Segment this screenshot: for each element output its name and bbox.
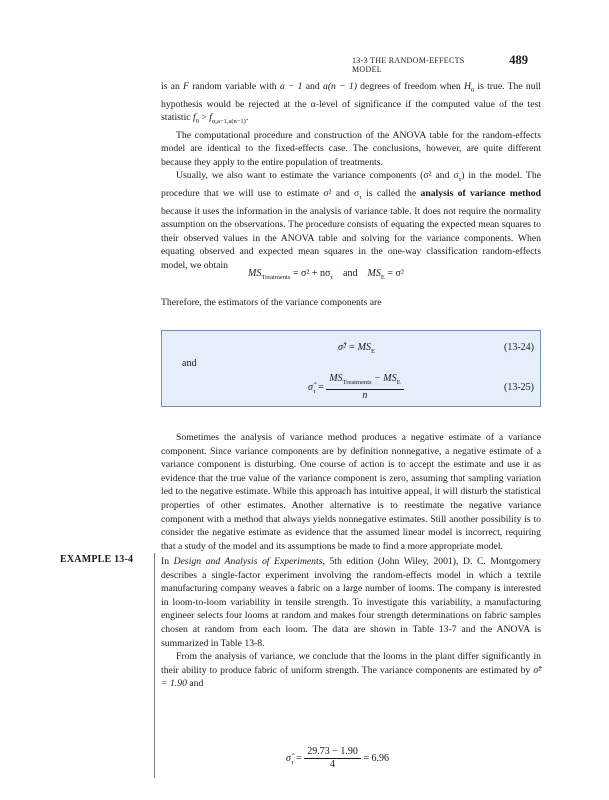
- equation-number-13-24: (13-24): [504, 342, 534, 353]
- negative-estimate-text: [161, 431, 541, 553]
- equation-expected-mean-squares: $MS_{Treatments} = \sigma^2 + n\sigma_\tau$ and $MS_E = \sigma^2$: [248, 268, 404, 281]
- equation-13-25: $\sigmâ_\tau$ = $\frac{MS_{Treatments} - MS_E}{n}$: [308, 373, 404, 402]
- page-number: 489: [509, 53, 528, 67]
- fraction: $\frac{MS_{Treatments} - MS_E}{n}$: [326, 373, 403, 402]
- estimator-box: [161, 330, 541, 407]
- example-label: EXAMPLE 13-4: [60, 554, 134, 565]
- and-label: and: [182, 358, 197, 369]
- paragraph-computational: The computational procedure and construction of the ANOVA table for the random-effects model are identical to the fixed-effects case. The conclusions, however, are quite different because they apply to the entire population of treatments.: [161, 129, 541, 168]
- section-title: 13-3 THE RANDOM-EFFECTS MODEL: [352, 56, 465, 74]
- equation-number-13-25: (13-25): [504, 382, 534, 393]
- example-text: [161, 555, 541, 691]
- running-header: [352, 53, 528, 74]
- paragraph-f-statistic: is an F random variable with a − 1 and a(n − 1) degrees of freedom when $H_0$ is true. The null hypothesis would be rejected at the α-level of significance if the computed value of the test statistic $f_0 > f_{\alpha,a-1,a(n-1)}$.: [161, 81, 541, 126]
- example-fraction: $\frac{29.73 - 1.90}{4}$: [304, 746, 361, 771]
- paragraph-example-intro: In Design and Analysis of Experiments, 5th edition (John Wiley, 2001), D. C. Montgomery describes a single-factor experiment involving the random-effects model in which a textile manufacturing company weaves a fabric on a large number of looms. The company is interested in loom-to-loom variability in tensile strength. To investigate this variability, a manufacturing engineer selects four looms at random and makes four strength determinations on fabric samples chosen at random from each loom. The data are shown in Table 13-7 and the ANOVA is summarized in Table 13-8.: [161, 556, 541, 649]
- book-title: Design and Analysis of Experiments: [173, 556, 323, 567]
- paragraph-variance-components: Usually, we also want to estimate the variance components (σ² and $\sigma_\tau$) in the model. The procedure that we will use to estimate σ² and $\sigma_\tau$ is called the analysis of variance method because it uses the information in the analysis of variance table. It does not require the normality assumption on the observations. The procedure consists of equating the expected mean squares to their observed values in the ANOVA table and solving for the variance components. When equating observed and expected mean squares in the one-way classification random-effects model, we obtain: [161, 170, 541, 271]
- intro-text: [161, 80, 541, 272]
- paragraph-negative-estimate: Sometimes the analysis of variance method produces a negative estimate of a variance component. Since variance components are by definition nonnegative, a negative estimate of a variance component is disturbing. One course of action is to accept the estimate and use it as evidence that the true value of the variance component is zero, assuming that sampling variation led to the negative estimate. While this approach has intuitive appeal, it will disturb the statistical properties of other estimates. Another alternative is to reestimate the negative variance component with a method that always yields nonnegative estimates. Still another possibility is to consider the negative estimate as evidence that the assumed linear model is incorrect, requiring that a study of the model and its assumptions be made to find a more appropriate model.: [161, 432, 541, 552]
- equation-example-estimate: $\sigmâ_\tau$ = $\frac{29.73 - 1.90}{4}$ = 6.96: [286, 746, 389, 770]
- therefore-text: Therefore, the estimators of the variance components are: [161, 297, 382, 308]
- paragraph-example-conclusion: From the analysis of variance, we conclude that the looms in the plant differ significantly in their ability to produce fabric of uniform strength. The variance components are estimated by σ̂² = 1.90 and: [161, 651, 541, 690]
- term-analysis-of-variance-method: analysis of variance method: [420, 187, 541, 199]
- example-divider: [154, 553, 155, 778]
- equation-13-24: σ̂² = $MS_E$: [338, 342, 375, 355]
